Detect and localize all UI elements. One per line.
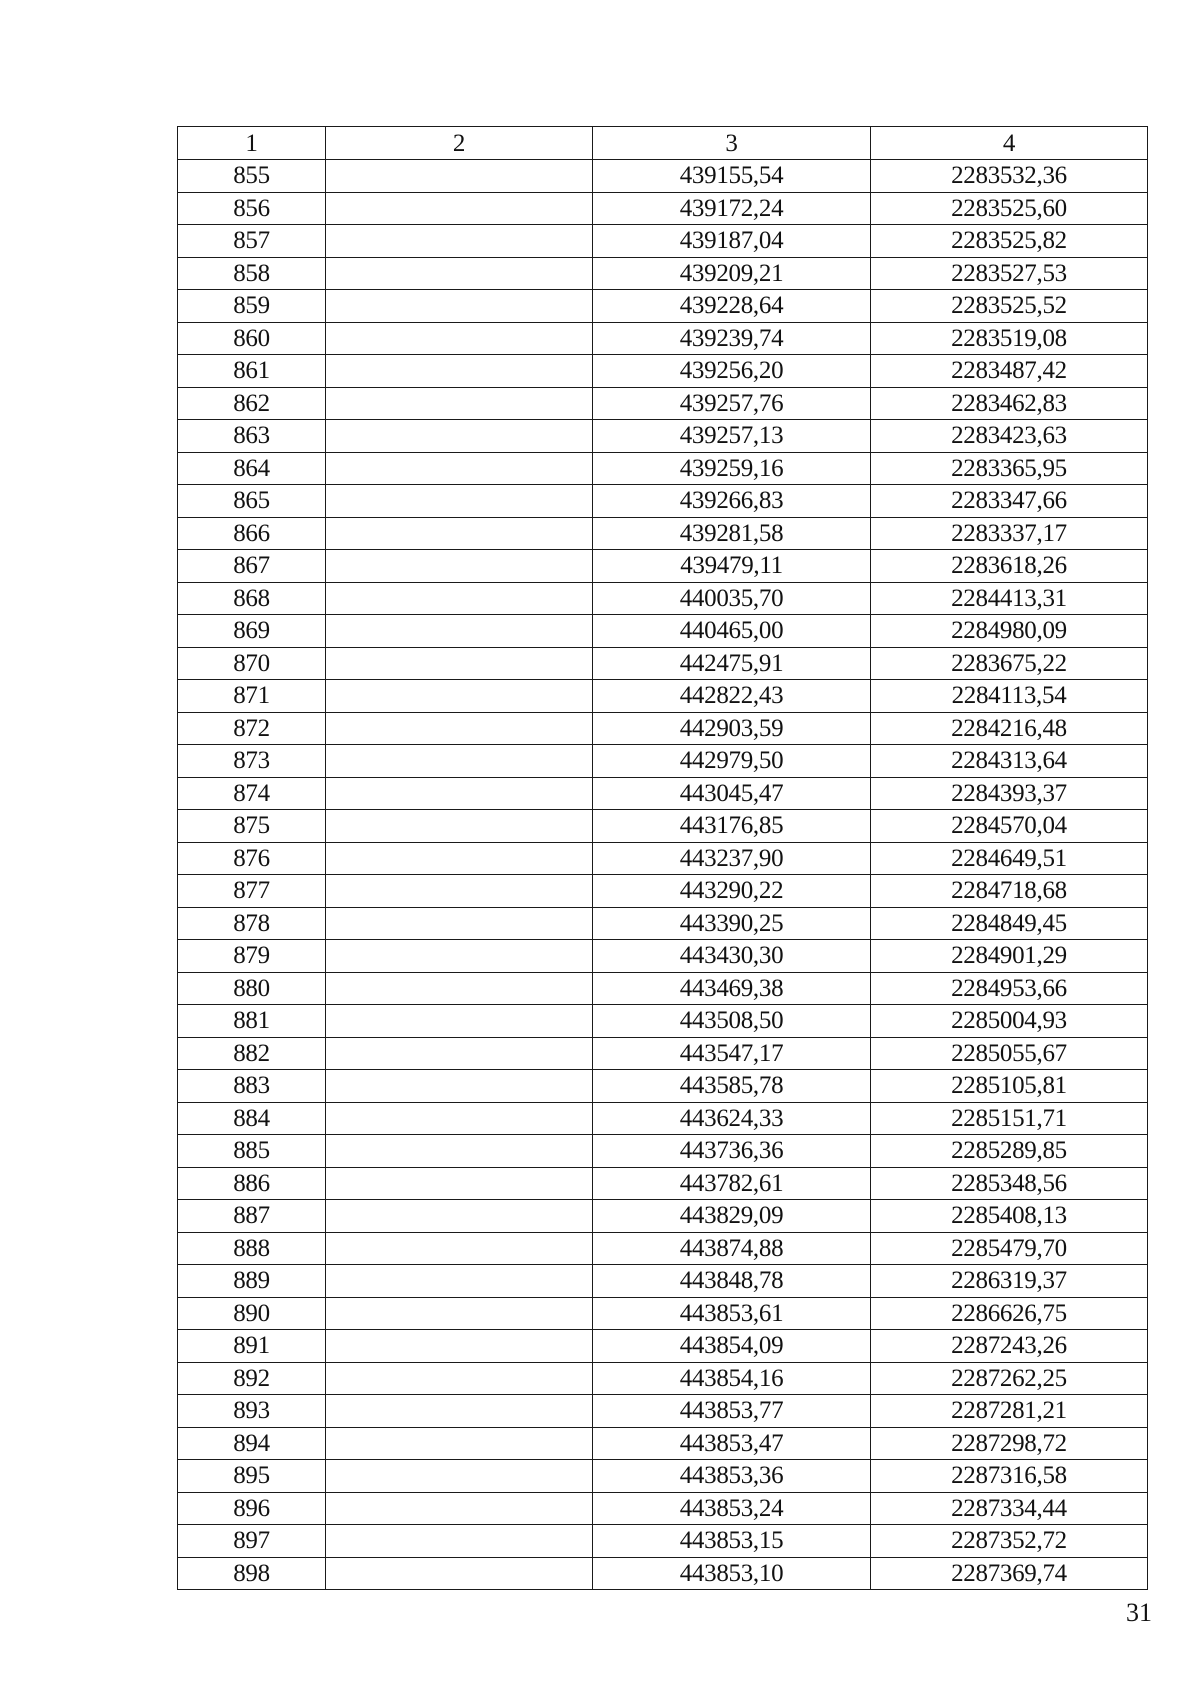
table-row [178, 1070, 1148, 1103]
y-coordinate-cell: 2284413,31 [871, 582, 1148, 615]
y-coordinate-cell: 2283525,82 [871, 225, 1148, 258]
table-row [178, 940, 1148, 973]
x-coordinate-cell: 443736,36 [593, 1135, 871, 1168]
x-coordinate-cell: 439155,54 [593, 160, 871, 193]
point-number-cell: 898 [178, 1557, 326, 1590]
table-body [178, 160, 1148, 1590]
table-row [178, 225, 1148, 258]
y-coordinate-cell: 2283423,63 [871, 420, 1148, 453]
empty-cell [326, 1525, 593, 1558]
table-row [178, 582, 1148, 615]
point-number-cell: 893 [178, 1395, 326, 1428]
point-number-cell: 878 [178, 907, 326, 940]
y-coordinate-cell: 2287334,44 [871, 1492, 1148, 1525]
point-number-cell: 870 [178, 647, 326, 680]
point-number-cell: 856 [178, 192, 326, 225]
y-coordinate-cell: 2284901,29 [871, 940, 1148, 973]
x-coordinate-cell: 443853,15 [593, 1525, 871, 1558]
point-number-cell: 877 [178, 875, 326, 908]
table-row [178, 1395, 1148, 1428]
point-number-cell: 874 [178, 777, 326, 810]
table-row [178, 485, 1148, 518]
point-number-cell: 859 [178, 290, 326, 323]
table-row [178, 745, 1148, 778]
table-row [178, 1265, 1148, 1298]
y-coordinate-cell: 2284113,54 [871, 680, 1148, 713]
point-number-cell: 872 [178, 712, 326, 745]
empty-cell [326, 550, 593, 583]
table-row [178, 1200, 1148, 1233]
empty-cell [326, 1557, 593, 1590]
point-number-cell: 885 [178, 1135, 326, 1168]
y-coordinate-cell: 2286626,75 [871, 1297, 1148, 1330]
table-row [178, 160, 1148, 193]
x-coordinate-cell: 443854,16 [593, 1362, 871, 1395]
empty-cell [326, 517, 593, 550]
empty-cell [326, 355, 593, 388]
empty-cell [326, 972, 593, 1005]
table-row [178, 810, 1148, 843]
x-coordinate-cell: 443547,17 [593, 1037, 871, 1070]
y-coordinate-cell: 2287369,74 [871, 1557, 1148, 1590]
empty-cell [326, 615, 593, 648]
empty-cell [326, 1167, 593, 1200]
point-number-cell: 876 [178, 842, 326, 875]
point-number-cell: 887 [178, 1200, 326, 1233]
point-number-cell: 895 [178, 1460, 326, 1493]
y-coordinate-cell: 2285479,70 [871, 1232, 1148, 1265]
empty-cell [326, 452, 593, 485]
empty-cell [326, 680, 593, 713]
y-coordinate-cell: 2284718,68 [871, 875, 1148, 908]
y-coordinate-cell: 2283525,60 [871, 192, 1148, 225]
empty-cell [326, 1265, 593, 1298]
x-coordinate-cell: 443430,30 [593, 940, 871, 973]
y-coordinate-cell: 2287316,58 [871, 1460, 1148, 1493]
x-coordinate-cell: 443853,77 [593, 1395, 871, 1428]
empty-cell [326, 387, 593, 420]
y-coordinate-cell: 2284649,51 [871, 842, 1148, 875]
x-coordinate-cell: 439256,20 [593, 355, 871, 388]
x-coordinate-cell: 439266,83 [593, 485, 871, 518]
x-coordinate-cell: 443848,78 [593, 1265, 871, 1298]
empty-cell [326, 1135, 593, 1168]
empty-cell [326, 1427, 593, 1460]
x-coordinate-cell: 443853,61 [593, 1297, 871, 1330]
empty-cell [326, 192, 593, 225]
header-row [178, 127, 1148, 160]
y-coordinate-cell: 2285289,85 [871, 1135, 1148, 1168]
table-row [178, 1525, 1148, 1558]
y-coordinate-cell: 2283525,52 [871, 290, 1148, 323]
point-number-cell: 891 [178, 1330, 326, 1363]
empty-cell [326, 1070, 593, 1103]
x-coordinate-cell: 439209,21 [593, 257, 871, 290]
point-number-cell: 894 [178, 1427, 326, 1460]
x-coordinate-cell: 443237,90 [593, 842, 871, 875]
x-coordinate-cell: 443782,61 [593, 1167, 871, 1200]
x-coordinate-cell: 443508,50 [593, 1005, 871, 1038]
point-number-cell: 886 [178, 1167, 326, 1200]
table-row [178, 550, 1148, 583]
table-row [178, 1102, 1148, 1135]
empty-cell [326, 582, 593, 615]
empty-cell [326, 420, 593, 453]
point-number-cell: 883 [178, 1070, 326, 1103]
y-coordinate-cell: 2283618,26 [871, 550, 1148, 583]
empty-cell [326, 160, 593, 193]
header-cell-2: 2 [326, 127, 593, 160]
x-coordinate-cell: 439257,76 [593, 387, 871, 420]
x-coordinate-cell: 439479,11 [593, 550, 871, 583]
empty-cell [326, 1200, 593, 1233]
x-coordinate-cell: 439187,04 [593, 225, 871, 258]
table-row [178, 1167, 1148, 1200]
table-row [178, 1135, 1148, 1168]
table-row [178, 907, 1148, 940]
y-coordinate-cell: 2283365,95 [871, 452, 1148, 485]
table-row [178, 777, 1148, 810]
x-coordinate-cell: 443390,25 [593, 907, 871, 940]
table-row [178, 1297, 1148, 1330]
empty-cell [326, 1037, 593, 1070]
point-number-cell: 865 [178, 485, 326, 518]
empty-cell [326, 842, 593, 875]
x-coordinate-cell: 442903,59 [593, 712, 871, 745]
empty-cell [326, 225, 593, 258]
point-number-cell: 868 [178, 582, 326, 615]
point-number-cell: 884 [178, 1102, 326, 1135]
y-coordinate-cell: 2287352,72 [871, 1525, 1148, 1558]
table-row [178, 420, 1148, 453]
empty-cell [326, 1492, 593, 1525]
point-number-cell: 866 [178, 517, 326, 550]
point-number-cell: 882 [178, 1037, 326, 1070]
table-row [178, 972, 1148, 1005]
x-coordinate-cell: 443854,09 [593, 1330, 871, 1363]
x-coordinate-cell: 443874,88 [593, 1232, 871, 1265]
point-number-cell: 896 [178, 1492, 326, 1525]
table-row [178, 1427, 1148, 1460]
y-coordinate-cell: 2283347,66 [871, 485, 1148, 518]
empty-cell [326, 712, 593, 745]
table-row [178, 290, 1148, 323]
y-coordinate-cell: 2285408,13 [871, 1200, 1148, 1233]
table-row [178, 680, 1148, 713]
table-row [178, 257, 1148, 290]
y-coordinate-cell: 2283532,36 [871, 160, 1148, 193]
point-number-cell: 897 [178, 1525, 326, 1558]
table-row [178, 1330, 1148, 1363]
point-number-cell: 867 [178, 550, 326, 583]
x-coordinate-cell: 439281,58 [593, 517, 871, 550]
table-row [178, 1460, 1148, 1493]
empty-cell [326, 1460, 593, 1493]
y-coordinate-cell: 2285348,56 [871, 1167, 1148, 1200]
x-coordinate-cell: 439259,16 [593, 452, 871, 485]
point-number-cell: 857 [178, 225, 326, 258]
coordinates-table [177, 126, 1148, 1590]
y-coordinate-cell: 2287298,72 [871, 1427, 1148, 1460]
point-number-cell: 855 [178, 160, 326, 193]
table-row [178, 842, 1148, 875]
point-number-cell: 858 [178, 257, 326, 290]
empty-cell [326, 875, 593, 908]
x-coordinate-cell: 442822,43 [593, 680, 871, 713]
x-coordinate-cell: 440035,70 [593, 582, 871, 615]
point-number-cell: 869 [178, 615, 326, 648]
y-coordinate-cell: 2284953,66 [871, 972, 1148, 1005]
x-coordinate-cell: 439257,13 [593, 420, 871, 453]
point-number-cell: 890 [178, 1297, 326, 1330]
x-coordinate-cell: 443829,09 [593, 1200, 871, 1233]
header-cell-1: 1 [178, 127, 326, 160]
table-row [178, 712, 1148, 745]
y-coordinate-cell: 2285151,71 [871, 1102, 1148, 1135]
header-cell-4: 4 [871, 127, 1148, 160]
y-coordinate-cell: 2284393,37 [871, 777, 1148, 810]
x-coordinate-cell: 443176,85 [593, 810, 871, 843]
table-row [178, 355, 1148, 388]
y-coordinate-cell: 2285004,93 [871, 1005, 1148, 1038]
y-coordinate-cell: 2284980,09 [871, 615, 1148, 648]
empty-cell [326, 1232, 593, 1265]
point-number-cell: 879 [178, 940, 326, 973]
point-number-cell: 864 [178, 452, 326, 485]
header-cell-3: 3 [593, 127, 871, 160]
table-row [178, 1557, 1148, 1590]
empty-cell [326, 1297, 593, 1330]
x-coordinate-cell: 443045,47 [593, 777, 871, 810]
y-coordinate-cell: 2284216,48 [871, 712, 1148, 745]
empty-cell [326, 777, 593, 810]
table-row [178, 452, 1148, 485]
table-row [178, 1037, 1148, 1070]
x-coordinate-cell: 443853,10 [593, 1557, 871, 1590]
empty-cell [326, 647, 593, 680]
x-coordinate-cell: 439172,24 [593, 192, 871, 225]
y-coordinate-cell: 2287243,26 [871, 1330, 1148, 1363]
empty-cell [326, 322, 593, 355]
y-coordinate-cell: 2284849,45 [871, 907, 1148, 940]
x-coordinate-cell: 442475,91 [593, 647, 871, 680]
point-number-cell: 892 [178, 1362, 326, 1395]
empty-cell [326, 1330, 593, 1363]
x-coordinate-cell: 439228,64 [593, 290, 871, 323]
x-coordinate-cell: 443853,36 [593, 1460, 871, 1493]
y-coordinate-cell: 2283487,42 [871, 355, 1148, 388]
empty-cell [326, 907, 593, 940]
y-coordinate-cell: 2283675,22 [871, 647, 1148, 680]
x-coordinate-cell: 440465,00 [593, 615, 871, 648]
table-row [178, 647, 1148, 680]
point-number-cell: 881 [178, 1005, 326, 1038]
x-coordinate-cell: 443624,33 [593, 1102, 871, 1135]
point-number-cell: 880 [178, 972, 326, 1005]
table-row [178, 615, 1148, 648]
point-number-cell: 888 [178, 1232, 326, 1265]
empty-cell [326, 810, 593, 843]
x-coordinate-cell: 442979,50 [593, 745, 871, 778]
y-coordinate-cell: 2287262,25 [871, 1362, 1148, 1395]
y-coordinate-cell: 2283527,53 [871, 257, 1148, 290]
empty-cell [326, 257, 593, 290]
point-number-cell: 861 [178, 355, 326, 388]
y-coordinate-cell: 2283519,08 [871, 322, 1148, 355]
empty-cell [326, 1102, 593, 1135]
point-number-cell: 860 [178, 322, 326, 355]
empty-cell [326, 1395, 593, 1428]
table-header [178, 127, 1148, 160]
x-coordinate-cell: 443469,38 [593, 972, 871, 1005]
table-row [178, 387, 1148, 420]
point-number-cell: 889 [178, 1265, 326, 1298]
point-number-cell: 875 [178, 810, 326, 843]
table-row [178, 875, 1148, 908]
table-row [178, 517, 1148, 550]
point-number-cell: 871 [178, 680, 326, 713]
x-coordinate-cell: 443585,78 [593, 1070, 871, 1103]
page-number: 31 [1126, 1598, 1152, 1627]
table-row [178, 192, 1148, 225]
table-row [178, 1005, 1148, 1038]
y-coordinate-cell: 2286319,37 [871, 1265, 1148, 1298]
empty-cell [326, 290, 593, 323]
y-coordinate-cell: 2285105,81 [871, 1070, 1148, 1103]
x-coordinate-cell: 443853,47 [593, 1427, 871, 1460]
empty-cell [326, 1005, 593, 1038]
empty-cell [326, 485, 593, 518]
y-coordinate-cell: 2283462,83 [871, 387, 1148, 420]
y-coordinate-cell: 2283337,17 [871, 517, 1148, 550]
y-coordinate-cell: 2284313,64 [871, 745, 1148, 778]
table-row [178, 1492, 1148, 1525]
y-coordinate-cell: 2285055,67 [871, 1037, 1148, 1070]
y-coordinate-cell: 2287281,21 [871, 1395, 1148, 1428]
empty-cell [326, 745, 593, 778]
point-number-cell: 873 [178, 745, 326, 778]
empty-cell [326, 940, 593, 973]
x-coordinate-cell: 443290,22 [593, 875, 871, 908]
table-row [178, 1362, 1148, 1395]
point-number-cell: 862 [178, 387, 326, 420]
table-row [178, 1232, 1148, 1265]
empty-cell [326, 1362, 593, 1395]
table-row [178, 322, 1148, 355]
point-number-cell: 863 [178, 420, 326, 453]
y-coordinate-cell: 2284570,04 [871, 810, 1148, 843]
x-coordinate-cell: 443853,24 [593, 1492, 871, 1525]
x-coordinate-cell: 439239,74 [593, 322, 871, 355]
